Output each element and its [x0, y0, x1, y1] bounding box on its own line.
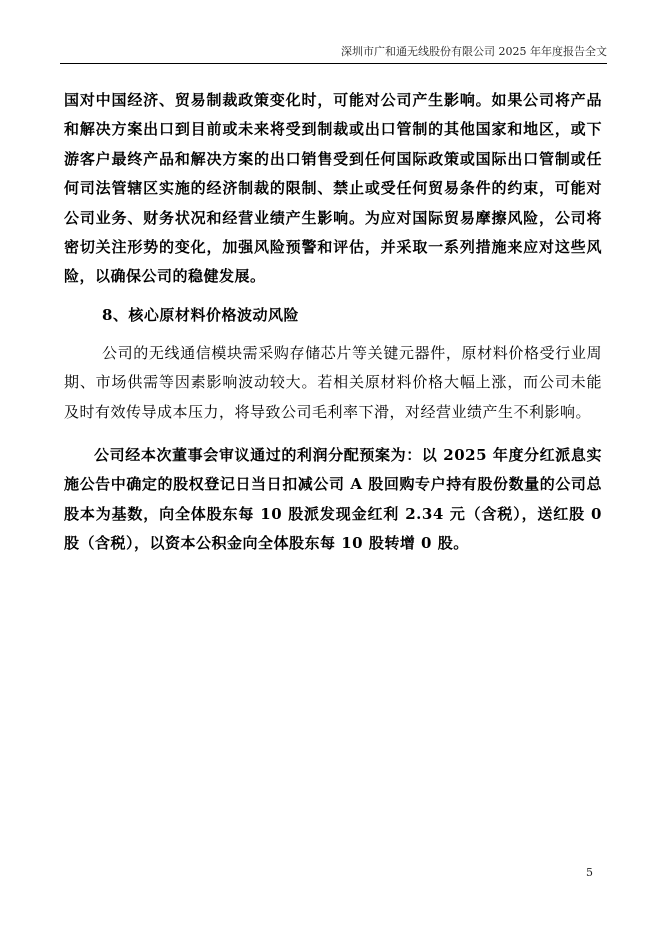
header-divider: [60, 63, 607, 64]
trade-risk-paragraph: 国对中国经济、贸易制裁政策变化时，可能对公司产生影响。如果公司将产品和解决方案出口到目前或未来将受到制裁或出口管制的其他国家和地区，或下游客户最终产品和解决方案的出口销售受到任何国际政策或国际出口管制或任何司法管辖区实施的经济制裁的限制、禁止或受任何贸易条件的约束，可能对公司业务、财务状况和经营业绩产生影响。为应对国际贸易摩擦风险，公司将密切关注形势的变化，加强风险预警和评估，并采取一系列措施来应对这些风险，以确保公司的稳健发展。: [64, 91, 602, 286]
raw-material-risk-paragraph: 公司的无线通信模块需采购存储芯片等关键元器件，原材料价格受行业周期、市场供需等因素影响波动较大。若相关原材料价格大幅上涨，而公司未能及时有效传导成本压力，将导致公司毛利率下滑，对经营业绩产生不利影响。: [64, 343, 602, 421]
page-number: 5: [586, 866, 593, 879]
page-header: 深圳市广和通无线股份有限公司 2025 年年度报告全文: [341, 45, 607, 58]
document-body: [64, 86, 602, 559]
section-heading-raw-material-risk: 8、核心原材料价格波动风险: [102, 305, 299, 324]
profit-distribution-paragraph: 公司经本次董事会审议通过的利润分配预案为：以 2025 年度分红派息实施公告中确定的股权登记日当日扣减公司 A 股回购专户持有股份数量的公司总股本为基数，向全体股东每 10 股派发现金红利 2.34 元（含税），送红股 0 股（含税），以资本公积金向全体股东每 10 股转增 0 股。: [64, 446, 602, 553]
